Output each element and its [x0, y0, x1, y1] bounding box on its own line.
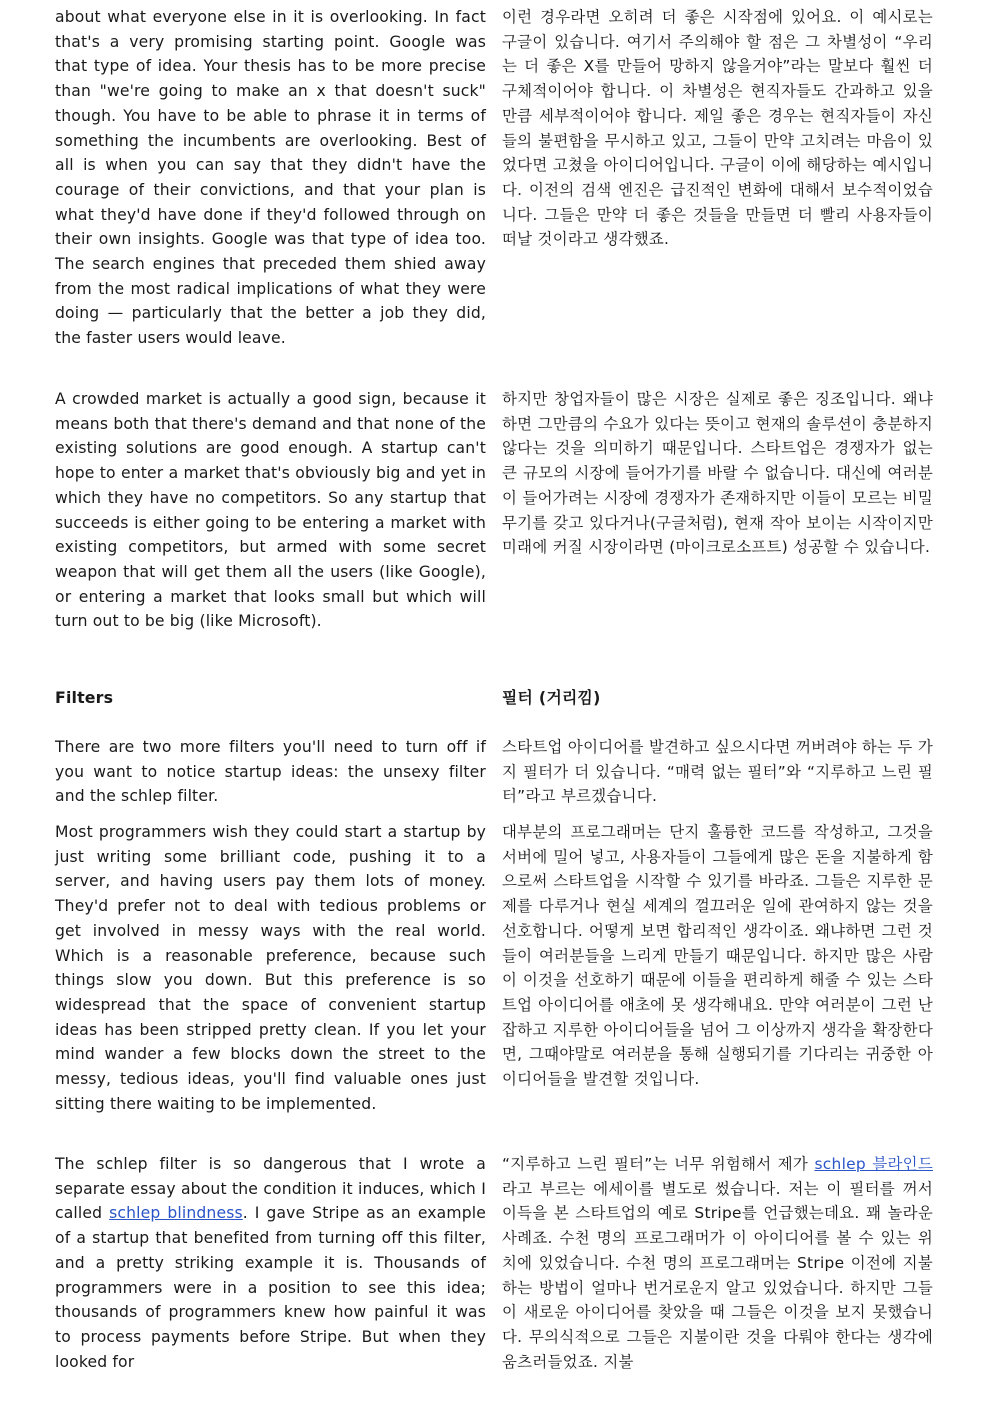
korean-column	[502, 5, 933, 252]
schlep-ko-text-before: “지루하고 느린 필터”는 너무 위험해서 제가	[502, 1155, 815, 1173]
english-column	[55, 735, 486, 809]
korean-column	[502, 820, 933, 1092]
section-filters-intro	[55, 735, 933, 811]
paragraph-overlooking-en: about what everyone else in it is overlooking. In fact that's a very promising starting point. Google was that type of idea. Your thesis has to be more precise than "we're going to make an x that doesn't suck" though. You have to be able to phrase it in terms of something the incumbents are overlooking. Best of all is when you can say that they didn't have the courage of their convictions, and that your plan is what they'd have done if they'd followed through on their own insights. Google was that type of idea too. The search engines that preceded them shied away from the most radical implications of what they were doing — particularly that the better a job they did, the faster users would leave.	[55, 8, 486, 348]
schlep-blind-link-ko[interactable]: schlep 블라인드	[814, 1155, 933, 1173]
heading-filters-en: Filters	[55, 688, 114, 707]
paragraph-filters-intro-ko: 스타트업 아이디어를 발견하고 싶으시다면 꺼버려야 하는 두 가지 필터가 더 있습니다. “매력 없는 필터”와 “지루하고 느린 필터”라고 부르겠습니다.	[502, 738, 933, 806]
section-crowded-market	[55, 387, 933, 659]
paragraph-overlooking-ko: 이런 경우라면 오히려 더 좋은 시작점에 있어요. 이 예시로는 구글이 있습니다. 여기서 주의해야 할 점은 그 차별성이 “우리는 더 좋은 X를 만들어 망하지 않을거야”라는 말보다 훨씬 더 구체적이어야 합니다. 이 차별성은 현직자들도 간과하고 있을 만큼 세부적이어야 합니다. 제일 좋은 경우는 현직자들이 자신들의 불편함을 무시하고 있고, 그들이 만약 고치려는 마음이 있었다면 고쳤을 아이디어입니다. 구글이 이에 해당하는 예시입니다. 이전의 검색 엔진은 급진적인 변화에 대해서 보수적이었습니다. 그들은 만약 더 좋은 것들을 만들면 더 빨리 사용자들이 떠날 것이라고 생각했죠.	[502, 8, 933, 249]
schlep-ko-text-after: 라고 부르는 에세이를 별도로 썼습니다. 저는 이 필터를 꺼서 이득을 본 스타트업의 예로 Stripe를 언급했는데요. 꽤 놀라운 사례죠. 수천 명의 프로그래머가 이 아이디어를 볼 수 있는 위치에 있었습니다. 수천 명의 프로그래머는 Stripe 이전에 지불하는 방법이 얼마나 번거로운지 알고 있었습니다. 하지만 그들이 새로운 아이디어를 찾았을 때 그들은 이것을 보지 못했습니다. 무의식적으로 그들은 지불이란 것을 다뤄야 한다는 생각에 움츠러들었죠. 지불	[502, 1179, 933, 1371]
schlep-text-after: . I gave Stripe as an example of a startup that benefited from turning off this filter, and a pretty striking example it is. Thousands of programmers were in a position to see this idea; thousands of programmers knew how painful it was to process payments before Stripe. But when they looked for	[55, 1204, 486, 1371]
paragraph-schlep-en	[55, 1152, 486, 1374]
paragraph-crowded-market-en: A crowded market is actually a good sign, because it means both that there's demand and that none of the existing solutions are good enough. A startup can't hope to enter a market that's obviously big and yet in which they have no competitors. So any startup that succeeds is either going to be entering a market with existing competitors, but armed with some secret weapon that will get them all the users (like Google), or entering a market that looks small but which will turn out to be big (like Microsoft).	[55, 390, 486, 631]
paragraph-crowded-market-ko: 하지만 창업자들이 많은 시장은 실제로 좋은 징조입니다. 왜냐하면 그만큼의 수요가 있다는 뜻이고 현재의 솔루션이 충분하지 않다는 것을 의미하기 때문입니다. 스타트업은 경쟁자가 없는 큰 규모의 시장에 들어가기를 바랄 수 없습니다. 대신에 여러분이 들어가려는 시장에 경쟁자가 존재하지만 이들이 모르는 비밀무기를 갖고 있다거나(구글처럼), 현재 작아 보이는 시작이지만 미래에 커질 시장이라면 (마이크로소프트) 성공할 수 있습니다.	[502, 390, 933, 557]
section-schlep-filter	[55, 1152, 933, 1392]
heading-filters-ko: 필터 (거리낌)	[502, 688, 601, 707]
section-programmers	[55, 820, 933, 1142]
english-column	[55, 1152, 486, 1374]
schlep-blindness-link[interactable]: schlep blindness	[109, 1204, 243, 1223]
paragraph-filters-intro-en: There are two more filters you'll need to turn off if you want to notice startup ideas: the unsexy filter and the schlep filter.	[55, 738, 486, 806]
korean-column	[502, 735, 933, 809]
section-heading-filters	[55, 686, 933, 712]
english-column	[55, 820, 486, 1116]
paragraph-schlep-ko	[502, 1152, 933, 1374]
schlep-text-before: The schlep filter is so dangerous that I wrote a separate essay about the condition it induces, which I called	[55, 1155, 486, 1223]
paragraph-programmers-ko: 대부분의 프로그래머는 단지 훌륭한 코드를 작성하고, 그것을 서버에 밀어 넣고, 사용자들이 그들에게 많은 돈을 지불하게 함으로써 스타트업을 시작할 수 있기를 바라죠. 그들은 지루한 문제를 다루거나 현실 세계의 껄끄러운 일에 관여하지 않는 것을 선호합니다. 어떻게 보면 합리적인 생각이죠. 왜냐하면 그런 것들이 여러분들을 느리게 만들기 때문입니다. 하지만 많은 사람이 이것을 선호하기 때문에 이들을 편리하게 해줄 수 있는 스타트업 아이디어를 애초에 못 생각해내요. 만약 여러분이 그런 난잡하고 지루한 아이디어들을 넘어 그 이상까지 생각을 확장한다면, 그때야말로 여러분을 통해 실행되기를 기다리는 귀중한 아이디어들을 발견할 것입니다.	[502, 823, 933, 1089]
paragraph-programmers-en: Most programmers wish they could start a startup by just writing some brilliant code, pushing it to a server, and having users pay them lots of money. They'd prefer not to deal with tedious problems or get involved in messy ways with the real world. Which is a reasonable preference, because such things slow you down. But this preference is so widespread that the space of convenient startup ideas has been stripped pretty clean. If you let your mind wander a few blocks down the street to the messy, tedious ideas, you'll find valuable ones just sitting there waiting to be implemented.	[55, 823, 486, 1113]
korean-column	[502, 1152, 933, 1374]
english-column	[55, 387, 486, 634]
english-column	[55, 5, 486, 351]
korean-column	[502, 387, 933, 560]
section-overlooking	[55, 5, 933, 377]
